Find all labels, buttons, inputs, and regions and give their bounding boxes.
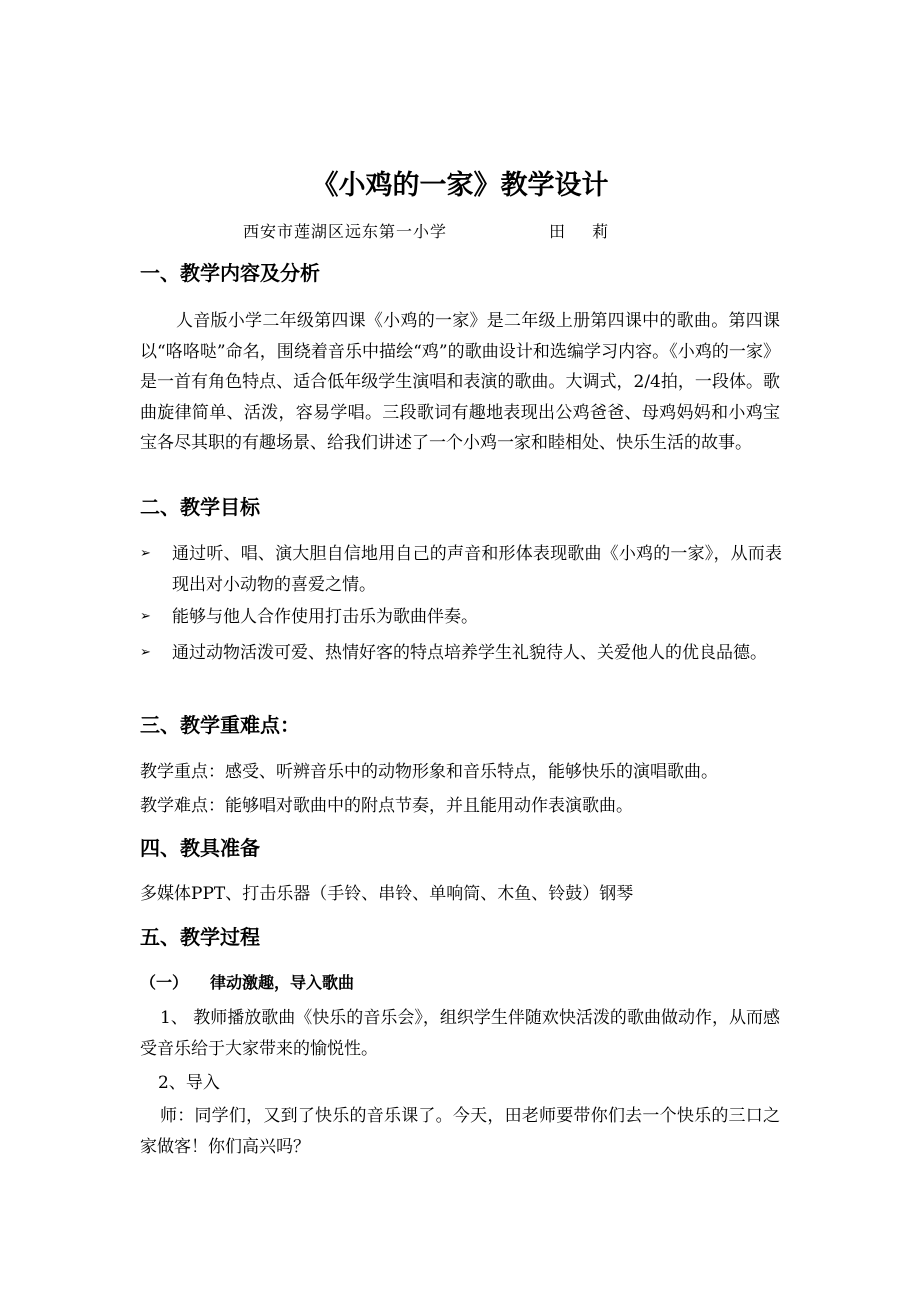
- author-school: 西安市莲湖区远东第一小学: [243, 222, 448, 241]
- key-point-text: 教学重点：感受、听辨音乐中的动物形象和音乐特点，能够快乐的演唱歌曲。: [140, 762, 718, 782]
- objective-item: 通过动物活泼可爱、热情好客的特点培养学生礼貌待人、关爱他人的优良品德。: [172, 643, 767, 663]
- objective-item: 能够与他人合作使用打击乐为歌曲伴奏。: [172, 607, 478, 627]
- author-name: 田 莉: [549, 222, 609, 241]
- subsection-heading: [140, 969, 354, 997]
- section-heading-materials: 四、教具准备: [140, 836, 260, 860]
- section-heading-key-points: 三、教学重难点：: [140, 713, 300, 737]
- content-analysis-paragraph: 人音版小学二年级第四课《小鸡的一家》是二年级上册第四课中的歌曲。第四课以“咯咯哒”命名，围绕着音乐中描绘“鸡”的歌曲设计和选编学习内容。《小鸡的一家》是一首有角色特点、适合低年级学生演唱和表演的歌曲。大调式，2/4拍，一段体。歌曲旋律简单、活泼，容易学唱。三段歌词有趣地表现出公鸡爸爸、母鸡妈妈和小鸡宝宝各尽其职的有趣场景、给我们讲述了一个小鸡一家和睦相处、快乐生活的故事。: [140, 311, 780, 453]
- process-step-1: 1、 教师播放歌曲《快乐的音乐会》，组织学生伴随欢快活泼的歌曲做动作，从而感受音乐给于大家带来的愉悦性。: [140, 1008, 780, 1059]
- subsection-title: 律动激趣，导入歌曲: [210, 973, 355, 992]
- difficulty-text: 教学难点：能够唱对歌曲中的附点节奏，并且能用动作表演歌曲。: [140, 796, 633, 816]
- subsection-number: （一）: [140, 973, 189, 992]
- bullet-arrow-icon: ➢: [140, 609, 151, 624]
- materials-text: 多媒体PPT、打击乐器（手铃、串铃、单响筒、木鱼、铃鼓）钢琴: [140, 884, 634, 904]
- document-title: 《小鸡的一家》教学设计: [311, 170, 609, 201]
- section-heading-content-analysis: 一、教学内容及分析: [140, 261, 320, 285]
- objective-item: 通过听、唱、演大胆自信地用自己的声音和形体表现歌曲《小鸡的一家》，从而表现出对小动物的喜爱之情。: [172, 544, 782, 595]
- bullet-arrow-icon: ➢: [140, 546, 151, 561]
- teacher-dialogue: 师：同学们，又到了快乐的音乐课了。今天，田老师要带你们去一个快乐的三口之家做客！你们高兴吗？: [140, 1106, 780, 1157]
- bullet-arrow-icon: ➢: [140, 645, 151, 660]
- section-heading-objectives: 二、教学目标: [140, 495, 260, 519]
- section-heading-process: 五、教学过程: [140, 925, 260, 949]
- process-step-2: 2、导入: [158, 1073, 220, 1093]
